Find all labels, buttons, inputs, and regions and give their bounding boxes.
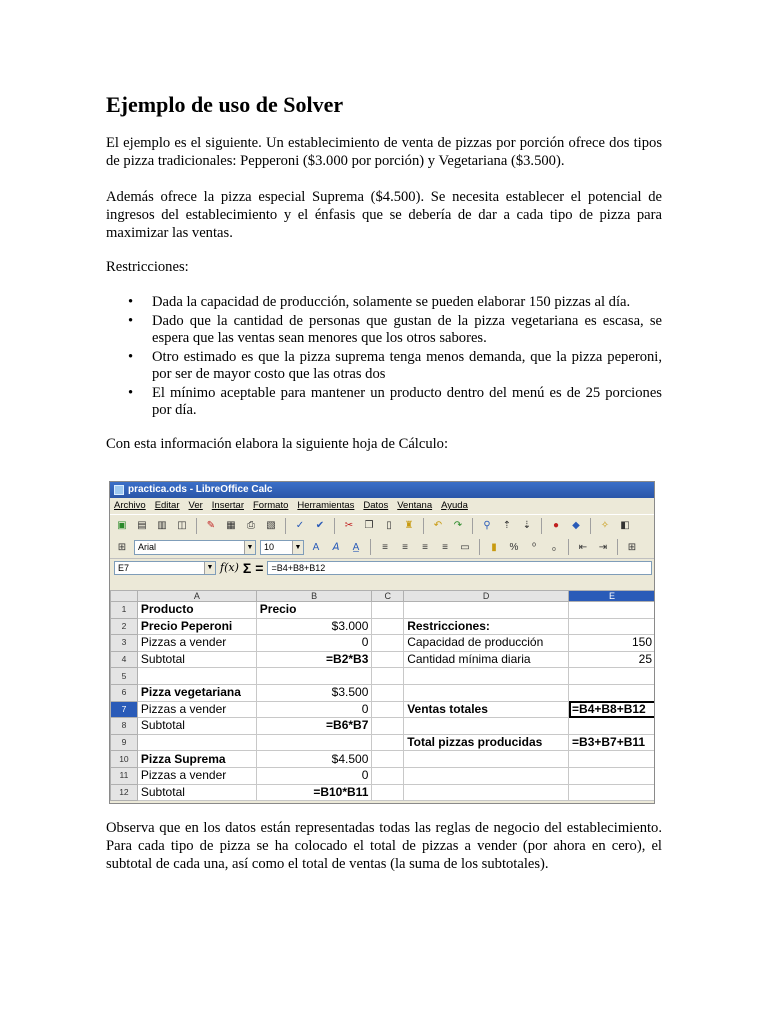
cell-d5[interactable] — [404, 668, 569, 685]
toolbar-separator — [423, 518, 424, 534]
row-header[interactable]: 4 — [111, 651, 138, 668]
column-header-d[interactable]: D — [404, 591, 569, 602]
cell-b12[interactable]: =B10*B11 — [256, 784, 372, 801]
menu-ayuda[interactable]: Ayuda — [441, 500, 468, 511]
cell-b6[interactable]: $3.500 — [256, 684, 372, 701]
cell-a5[interactable] — [137, 668, 256, 685]
cell-d11[interactable] — [404, 767, 569, 784]
cell-b1[interactable]: Precio — [256, 602, 372, 619]
list-item: • Dada la capacidad de producción, solamente se pueden elaborar 150 pizzas al día. — [128, 294, 631, 310]
table-row — [111, 602, 656, 619]
navigator-icon[interactable]: ✧ — [600, 520, 610, 531]
cell-d8[interactable] — [404, 718, 569, 735]
font-name-select[interactable]: Arial ▼ — [134, 540, 256, 555]
cell-d4[interactable]: Cantidad mínima diaria — [404, 651, 569, 668]
cell-d2[interactable]: Restricciones: — [404, 618, 569, 635]
column-header-a[interactable]: A — [137, 591, 256, 602]
bullet-icon: • — [128, 313, 134, 329]
sort-ascending-icon[interactable]: ⇡ — [502, 520, 512, 531]
cell-b10[interactable]: $4.500 — [256, 751, 372, 768]
menu-archivo[interactable]: Archivo — [114, 500, 146, 511]
print-icon[interactable]: ⎙ — [247, 520, 255, 531]
cell-c5[interactable] — [372, 668, 404, 685]
table-row — [111, 684, 656, 701]
cell-d10[interactable] — [404, 751, 569, 768]
toolbar-separator — [541, 518, 542, 534]
cell-a4[interactable]: Subtotal — [137, 651, 256, 668]
table-row — [111, 767, 656, 784]
sheet-table — [110, 590, 655, 801]
cell-a10[interactable]: Pizza Suprema — [137, 751, 256, 768]
toolbar-separator — [196, 518, 197, 534]
cell-c3[interactable] — [372, 635, 404, 652]
align-center-icon[interactable]: ≡ — [402, 541, 408, 553]
cell-d6[interactable] — [404, 684, 569, 701]
cell-a11[interactable]: Pizzas a vender — [137, 767, 256, 784]
column-header-c[interactable]: C — [372, 591, 404, 602]
bullet-icon: • — [128, 385, 134, 401]
cell-b9[interactable] — [256, 734, 372, 751]
clone-format-icon[interactable]: ♜ — [404, 520, 414, 531]
spreadsheet-grid — [110, 590, 655, 801]
cell-e1[interactable] — [569, 602, 655, 619]
autospellcheck-icon[interactable]: ✔ — [315, 520, 325, 531]
formula-bar — [110, 558, 654, 576]
formula-input[interactable]: =B4+B8+B12 — [267, 561, 652, 575]
cell-d1[interactable] — [404, 602, 569, 619]
cell-e6[interactable] — [569, 684, 655, 701]
row-header[interactable]: 2 — [111, 618, 138, 635]
corner-cell[interactable] — [111, 591, 138, 602]
app-icon — [114, 485, 124, 495]
cell-a8[interactable]: Subtotal — [137, 718, 256, 735]
sort-descending-icon[interactable]: ⇣ — [522, 520, 532, 531]
cell-c7[interactable] — [372, 701, 404, 718]
sum-icon[interactable]: Σ — [242, 559, 252, 576]
remove-decimal-icon[interactable]: ₀ — [551, 541, 557, 553]
chevron-down-icon[interactable]: ▼ — [204, 562, 215, 574]
cell-b5[interactable] — [256, 668, 372, 685]
page-title: Ejemplo de uso de Solver — [106, 92, 344, 117]
table-row — [111, 751, 656, 768]
cell-a6[interactable]: Pizza vegetariana — [137, 684, 256, 701]
email-icon[interactable]: ◫ — [177, 520, 187, 531]
cell-a7[interactable]: Pizzas a vender — [137, 701, 256, 718]
row-header[interactable]: 9 — [111, 734, 138, 751]
toolbar-separator — [479, 539, 480, 555]
row-header[interactable]: 7 — [111, 701, 138, 718]
cell-e10[interactable] — [569, 751, 655, 768]
cell-c2[interactable] — [372, 618, 404, 635]
cell-c6[interactable] — [372, 684, 404, 701]
currency-icon[interactable]: ▮ — [491, 541, 497, 553]
add-decimal-icon[interactable]: ⁰ — [531, 541, 536, 553]
align-left-icon[interactable]: ≡ — [382, 541, 388, 553]
calc-screenshot — [109, 481, 655, 804]
function-wizard-icon[interactable]: f(x) — [220, 561, 239, 574]
function-icon[interactable]: = — [255, 559, 264, 576]
row-header[interactable]: 12 — [111, 784, 138, 801]
row-header[interactable]: 5 — [111, 668, 138, 685]
menu-herramientas[interactable]: Herramientas — [297, 500, 355, 511]
window-titlebar — [110, 482, 654, 498]
cell-a9[interactable] — [137, 734, 256, 751]
pivot-table-icon[interactable]: ◆ — [572, 520, 580, 531]
cell-e11[interactable] — [569, 767, 655, 784]
cell-c12[interactable] — [372, 784, 404, 801]
row-header[interactable]: 11 — [111, 767, 138, 784]
increase-indent-icon[interactable]: ⇥ — [598, 541, 608, 553]
cell-c1[interactable] — [372, 602, 404, 619]
column-header-row — [111, 591, 656, 602]
window-title: practica.ods - LibreOffice Calc — [128, 484, 273, 495]
menu-editar[interactable]: Editar — [154, 500, 180, 511]
row-header[interactable]: 6 — [111, 684, 138, 701]
save-icon[interactable]: ▥ — [157, 520, 167, 531]
cell-a3[interactable]: Pizzas a vender — [137, 635, 256, 652]
row-header[interactable]: 10 — [111, 751, 138, 768]
formatting-toolbar — [110, 536, 654, 558]
cell-b11[interactable]: 0 — [256, 767, 372, 784]
cell-e12[interactable] — [569, 784, 655, 801]
align-right-icon[interactable]: ≡ — [422, 541, 428, 553]
cell-b2[interactable]: $3.000 — [256, 618, 372, 635]
menu-formato[interactable]: Formato — [253, 500, 289, 511]
cell-e7-selected[interactable]: =B4+B8+B12 — [569, 701, 655, 718]
redo-icon[interactable]: ↷ — [453, 520, 463, 531]
paragraph-suprema: Además ofrece la pizza especial Suprema ($4.500). Se necesita establecer el potencial de ingresos del establecimiento y el énfasis que se debería de dar a cada tipo de pizza para maximizar las ventas. — [106, 189, 662, 241]
font-size-select[interactable]: 10 ▼ — [260, 540, 304, 555]
cell-b7[interactable]: 0 — [256, 701, 372, 718]
cell-c9[interactable] — [372, 734, 404, 751]
percent-icon[interactable]: % — [509, 541, 519, 553]
cell-d9[interactable]: Total pizzas producidas — [404, 734, 569, 751]
cell-e4[interactable]: 25 — [569, 651, 655, 668]
cell-e5[interactable] — [569, 668, 655, 685]
cell-e2[interactable] — [569, 618, 655, 635]
bullet-icon: • — [128, 349, 134, 365]
undo-icon[interactable]: ↶ — [433, 520, 443, 531]
bullet-icon: • — [128, 294, 134, 310]
cell-d12[interactable] — [404, 784, 569, 801]
table-row — [111, 668, 656, 685]
cell-b3[interactable]: 0 — [256, 635, 372, 652]
cell-a1[interactable]: Producto — [137, 602, 256, 619]
cell-e9[interactable]: =B3+B7+B11 — [569, 734, 655, 751]
toolbar-separator — [472, 518, 473, 534]
chart-icon[interactable]: ● — [552, 520, 560, 531]
paragraph-intro: El ejemplo es el siguiente. Un establecimiento de venta de pizzas por porción ofrece dos tipos de pizza tradicionales: Pepperoni ($3.000 por porción) y Vegetariana ($3.500). — [106, 135, 662, 169]
chevron-down-icon[interactable]: ▼ — [292, 541, 303, 554]
hyperlink-icon[interactable]: ⚲ — [483, 520, 491, 531]
table-row — [111, 651, 656, 668]
new-document-icon[interactable]: ▣ — [117, 520, 127, 531]
borders-icon[interactable]: ⊞ — [627, 541, 637, 553]
toolbar-separator — [568, 539, 569, 555]
toolbar-separator — [285, 518, 286, 534]
copy-icon[interactable]: ❐ — [364, 520, 374, 531]
italic-icon[interactable]: 𝘈 — [332, 541, 340, 553]
cell-d7[interactable]: Ventas totales — [404, 701, 569, 718]
row-header[interactable]: 1 — [111, 602, 138, 619]
page-preview-icon[interactable]: ▧ — [266, 520, 276, 531]
gallery-icon[interactable]: ◧ — [620, 520, 630, 531]
paragraph-restricciones: Restricciones: — [106, 259, 189, 275]
export-pdf-icon[interactable]: ▦ — [226, 520, 236, 531]
paste-icon[interactable]: ▯ — [386, 520, 392, 531]
table-row — [111, 701, 656, 718]
bold-icon[interactable]: A — [312, 541, 320, 553]
cell-c11[interactable] — [372, 767, 404, 784]
cell-e3[interactable]: 150 — [569, 635, 655, 652]
table-row — [111, 718, 656, 735]
list-item: • Otro estimado es que la pizza suprema tenga menos demanda, que la pizza peperoni, por ser de mayor costo que las otras dos — [128, 349, 662, 382]
row-header[interactable]: 3 — [111, 635, 138, 652]
cell-b8[interactable]: =B6*B7 — [256, 718, 372, 735]
cell-d3[interactable]: Capacidad de producción — [404, 635, 569, 652]
toolbar-separator — [334, 518, 335, 534]
column-header-b[interactable]: B — [256, 591, 372, 602]
cell-b4[interactable]: =B2*B3 — [256, 651, 372, 668]
cut-icon[interactable]: ✂ — [344, 520, 354, 531]
merge-cells-icon[interactable]: ▭ — [460, 541, 470, 553]
menu-ventana[interactable]: Ventana — [397, 500, 433, 511]
cell-a12[interactable]: Subtotal — [137, 784, 256, 801]
spellcheck-icon[interactable]: ✓ — [295, 520, 305, 531]
toolbar-separator — [370, 539, 371, 555]
toolbar-separator — [590, 518, 591, 534]
paragraph-observation: Observa que en los datos están representadas todas las reglas de negocio del establecimiento. Para cada tipo de pizza se ha colocado el total de pizzas a vender (por ahora en cero), el subtotal de cada una, así como el total de ventas (la suma de los subtotales). — [106, 820, 662, 872]
column-header-e[interactable]: E — [569, 591, 655, 602]
cell-e8[interactable] — [569, 718, 655, 735]
open-icon[interactable]: ▤ — [137, 520, 147, 531]
document-body — [106, 92, 662, 471]
cell-c8[interactable] — [372, 718, 404, 735]
menu-datos[interactable]: Datos — [363, 500, 389, 511]
list-item: • Dado que la cantidad de personas que gustan de la pizza vegetariana es escasa, se espera que las ventas sean menores que los otros sabores. — [128, 313, 662, 346]
row-header[interactable]: 8 — [111, 718, 138, 735]
justify-icon[interactable]: ≡ — [442, 541, 448, 553]
menu-ver[interactable]: Ver — [188, 500, 203, 511]
restrictions-list — [106, 294, 662, 419]
table-row — [111, 635, 656, 652]
chevron-down-icon[interactable]: ▼ — [244, 541, 255, 554]
table-row — [111, 734, 656, 751]
paragraph-instruction: Con esta información elabora la siguiente hoja de Cálculo: — [106, 436, 449, 452]
edit-file-icon[interactable]: ✎ — [206, 520, 216, 531]
menu-bar — [110, 498, 654, 514]
cell-a2[interactable]: Precio Peperoni — [137, 618, 256, 635]
menu-insertar[interactable]: Insertar — [211, 500, 244, 511]
table-row — [111, 618, 656, 635]
list-item: • El mínimo aceptable para mantener un producto dentro del menú es de 25 porciones por día. — [128, 385, 662, 418]
cell-c4[interactable] — [372, 651, 404, 668]
decrease-indent-icon[interactable]: ⇤ — [578, 541, 588, 553]
toolbar-separator — [617, 539, 618, 555]
underline-icon[interactable]: A̲ — [352, 541, 360, 553]
cell-c10[interactable] — [372, 751, 404, 768]
standard-toolbar — [110, 514, 654, 536]
styles-icon[interactable]: ⊞ — [117, 541, 127, 553]
name-box[interactable]: E7 ▼ — [114, 561, 216, 575]
table-row — [111, 784, 656, 801]
